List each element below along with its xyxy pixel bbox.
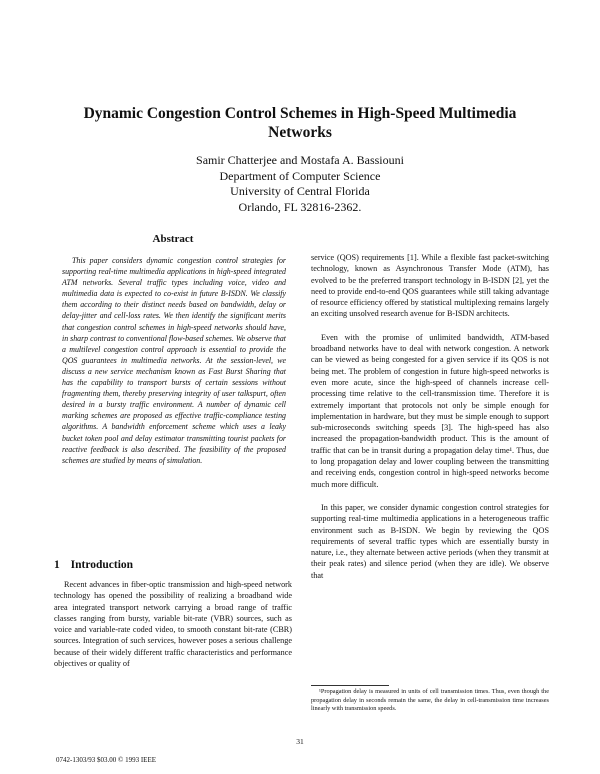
author-names: Samir Chatterjee and Mostafa A. Bassiouni <box>196 153 404 167</box>
abstract-heading: Abstract <box>152 233 194 245</box>
section-number: 1 <box>54 559 60 571</box>
title-line-2: Networks <box>268 124 332 141</box>
page-number: 31 <box>296 737 304 746</box>
author-university: University of Central Florida <box>230 184 370 198</box>
abstract-body <box>62 255 286 466</box>
author-block <box>100 153 500 215</box>
abstract-paragraph: This paper considers dynamic congestion control strategies for supporting real-time multimedia applications in high-speed integrated ATM networks. Several traffic types including voice, video and multimedia data is expected to co-exist in future B-ISDN. We classify them according to their distinct needs based on bandwidth, delay or delay-jitter and cell-loss rates. We then identify the significant merits that congestion control schemes in high-speed networks should have, in sharp contrast to conventional flow-based schemes. We observe that a multilevel congestion control approach is essential to provide the QOS guarantees in multimedia networks. At the session-level, we discuss a new service mechanism known as Fast Burst Sharing that has the capability to transport bursts of certain sessions without fragmenting them, thereby preserving integrity of user talkspurt, often desired in a bursty traffic environment. A number of dynamic cell marking schemes are proposed as effective traffic-compliance testing algorithms. A bandwidth enforcement scheme which uses a leaky bucket token pool and delay estimator transmitting tourist packets for reactive feedback is also described. The feasibility of the proposed schemes are studied by means of simulation. <box>62 256 286 465</box>
footnote-rule <box>311 685 389 686</box>
footnote-text: ¹Propagation delay is measured in units of cell transmission times. Thus, even though the propagation delay in seconds remain the same, the delay in cell-transmission time increases linearly with transmission speeds. <box>311 688 549 713</box>
author-department: Department of Computer Science <box>219 168 381 183</box>
right-paragraph-3: In this paper, we consider dynamic congestion control strategies for supporting real-time multimedia applications in a heterogeneous traffic environment such as B-ISDN. We begin by reviewing the QOS requirements of several traffic types which are essentially bursty in nature, i.e., they alternate between active periods (when they transmit at their peak rates) and silence period (when they are idle). We observe that <box>311 502 549 580</box>
paper-title <box>40 104 560 142</box>
title-line-1: Dynamic Congestion Control Schemes in High-Speed Multimedia <box>83 105 517 122</box>
footnote <box>311 688 549 714</box>
copyright-line: 0742-1303/93 $03.00 © 1993 IEEE <box>56 756 157 764</box>
intro-paragraph: Recent advances in fiber-optic transmission and high-speed network technology has opened the possibility of realizing a broadband wide area integrated transport network carrying a broad range of traffic classes ranging from bursty, variable bit-rate (VBR) sources, such as voice and variable-rate coded video, to smooth constant bit-rate (CBR) sources. Integration of such services, however poses a serious challenge because of their widely different traffic characteristics and performance objectives or quality of <box>54 580 292 669</box>
section-heading <box>54 559 133 571</box>
right-column <box>311 252 549 581</box>
intro-text <box>54 579 292 669</box>
author-location: Orlando, FL 32816-2362. <box>238 199 362 214</box>
right-paragraph-1: service (QOS) requirements [1]. While a flexible fast packet-switching technology, known as Asynchronous Transfer Mode (ATM), has evolved to be the preferred transport technology in B-ISDN [2], yet the need to provide end-to-end QOS guarantees while still taking advantage of resource efficiency offered by statistical multiplexing remains largely an exciting unsolved research avenue for B-ISDN architects. <box>311 253 549 319</box>
section-title: Introduction <box>70 559 134 571</box>
right-paragraph-2: Even with the promise of unlimited bandwidth, ATM-based broadband networks have to deal with network congestion. A network can be viewed as being congested for a given service if its QOS is not being met. The problem of congestion in future high-speed networks is even more acute, since the high-speed of channels increase cell-processing time relative to the cell-transmission time. Therefore it is extremely important that protocols not only be simple enough for implementation in hardware, but they must be simple enough to support sub-microseconds switching speeds [3]. The high-speed has also increased the propagation-bandwidth product. This is the amount of traffic that can be in transit during a propagation delay time¹. Thus, due to long propagation delay and lower coupling between the transmitting and receiving ends, congestion control in high-speed networks become much more difficult. <box>311 332 549 489</box>
